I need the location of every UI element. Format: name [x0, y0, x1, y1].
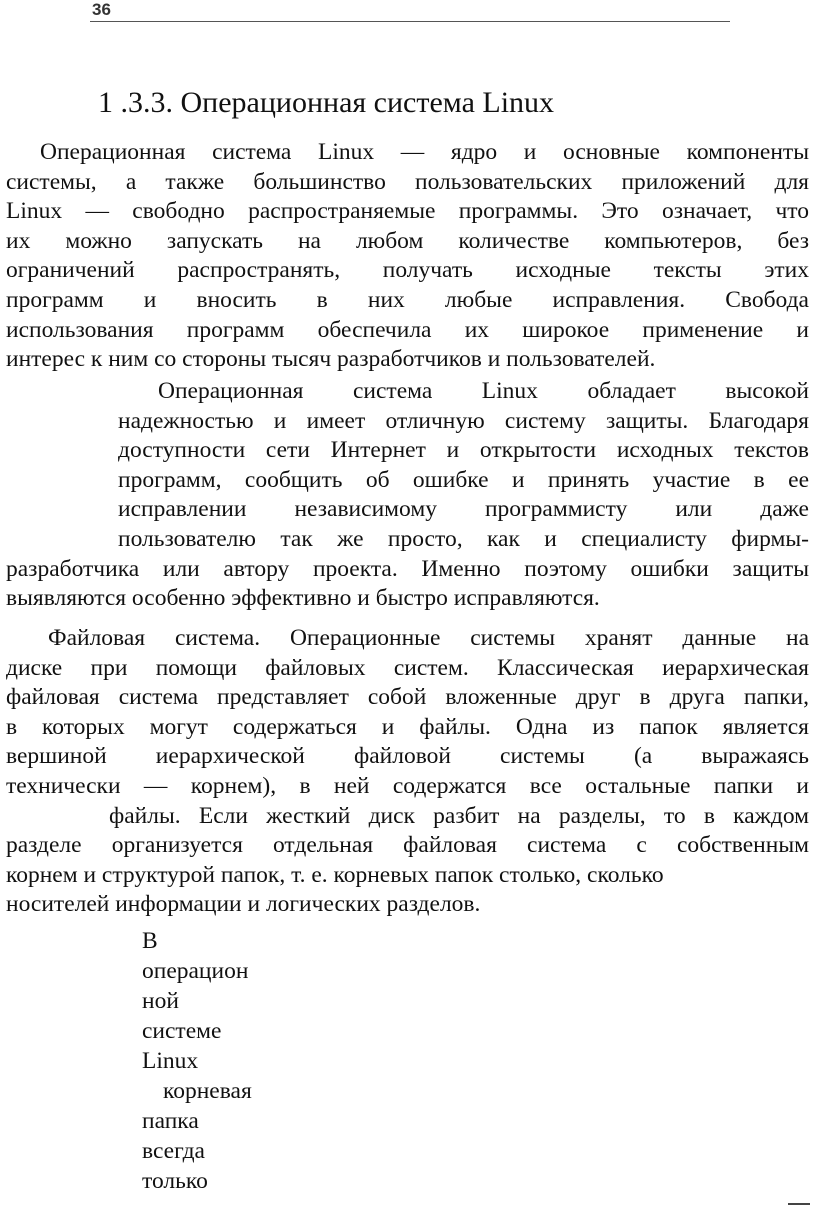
column-word: операцион	[142, 958, 249, 984]
text-line: технически — корнем), в ней содержатся все остальные папки и	[6, 772, 809, 799]
text-line: пользователю так же просто, как и специалисту фирмы-	[118, 525, 809, 552]
text-line: доступности сети Интернет и открытости исходных текстов	[118, 437, 809, 464]
column-word: корневая	[163, 1078, 252, 1104]
column-word: ной	[142, 988, 179, 1014]
text-line: вершиной иерархической файловой системы (а выражаясь	[6, 743, 809, 770]
text-line: Linux — свободно распространяемые программы. Это означает, что	[6, 198, 809, 225]
text-line: корнем и структурой папок, т. е. корневых папок столько, сколько	[6, 861, 664, 888]
column-word: папка	[142, 1108, 199, 1134]
text-line: программ и вносить в них любые исправления. Свобода	[6, 286, 809, 313]
text-line: использования программ обеспечила их широкое применение и	[6, 316, 809, 343]
text-line: диске при помощи файловых систем. Классическая иерархическая	[6, 654, 809, 681]
text-line: носителей информации и логических разделов.	[6, 891, 481, 918]
text-line: Операционная система Linux обладает высокой	[158, 378, 809, 404]
column-word: Linux	[142, 1048, 199, 1074]
text-line: надежностью и имеет отличную систему защиты. Благодаря	[118, 407, 809, 434]
text-line: исправлении независимому программисту или даже	[118, 496, 809, 523]
text-line: файлы. Если жесткий диск разбит на разделы, то в каждом	[109, 802, 809, 829]
paragraph-linux-intro	[6, 138, 809, 375]
text-line: Операционная система Linux — ядро и основные компоненты	[40, 139, 809, 165]
text-line: разделе организуется отдельная файловая система с собственным	[6, 832, 809, 859]
text-line: программ, сообщить об ошибке и принять участие в ее	[118, 466, 809, 493]
text-line: их можно запускать на любом количестве компьютеров, без	[6, 227, 809, 254]
paragraph-file-system	[6, 624, 809, 920]
narrow-text-column	[142, 926, 252, 1196]
text-line: ограничений распространять, получать исходные тексты этих	[6, 257, 809, 284]
text-line: выявляются особенно эффективно и быстро исправляются.	[6, 585, 600, 612]
header-rule	[90, 21, 730, 22]
page-number: 36	[92, 0, 111, 19]
column-word: В	[142, 928, 158, 954]
corner-mark	[788, 1203, 810, 1205]
column-word: всегда	[142, 1138, 205, 1164]
text-line: в которых могут содержаться и файлы. Одна из папок является	[6, 713, 809, 740]
column-word: системе	[142, 1018, 222, 1044]
text-line: файловая система представляет собой вложенные друг в друга папки,	[6, 684, 809, 711]
column-word: только	[142, 1168, 208, 1194]
text-line: интерес к ним со стороны тысяч разработчиков и пользователей.	[6, 346, 656, 373]
text-line: Файловая система. Операционные системы хранят данные на	[48, 625, 809, 651]
text-line: системы, а также большинство пользовательских приложений для	[6, 168, 809, 195]
section-heading: 1 .3.3. Операционная система Linux	[98, 86, 555, 119]
text-line: разработчика или автору проекта. Именно поэтому ошибки защиты	[6, 555, 809, 582]
paragraph-linux-reliability	[6, 377, 809, 614]
